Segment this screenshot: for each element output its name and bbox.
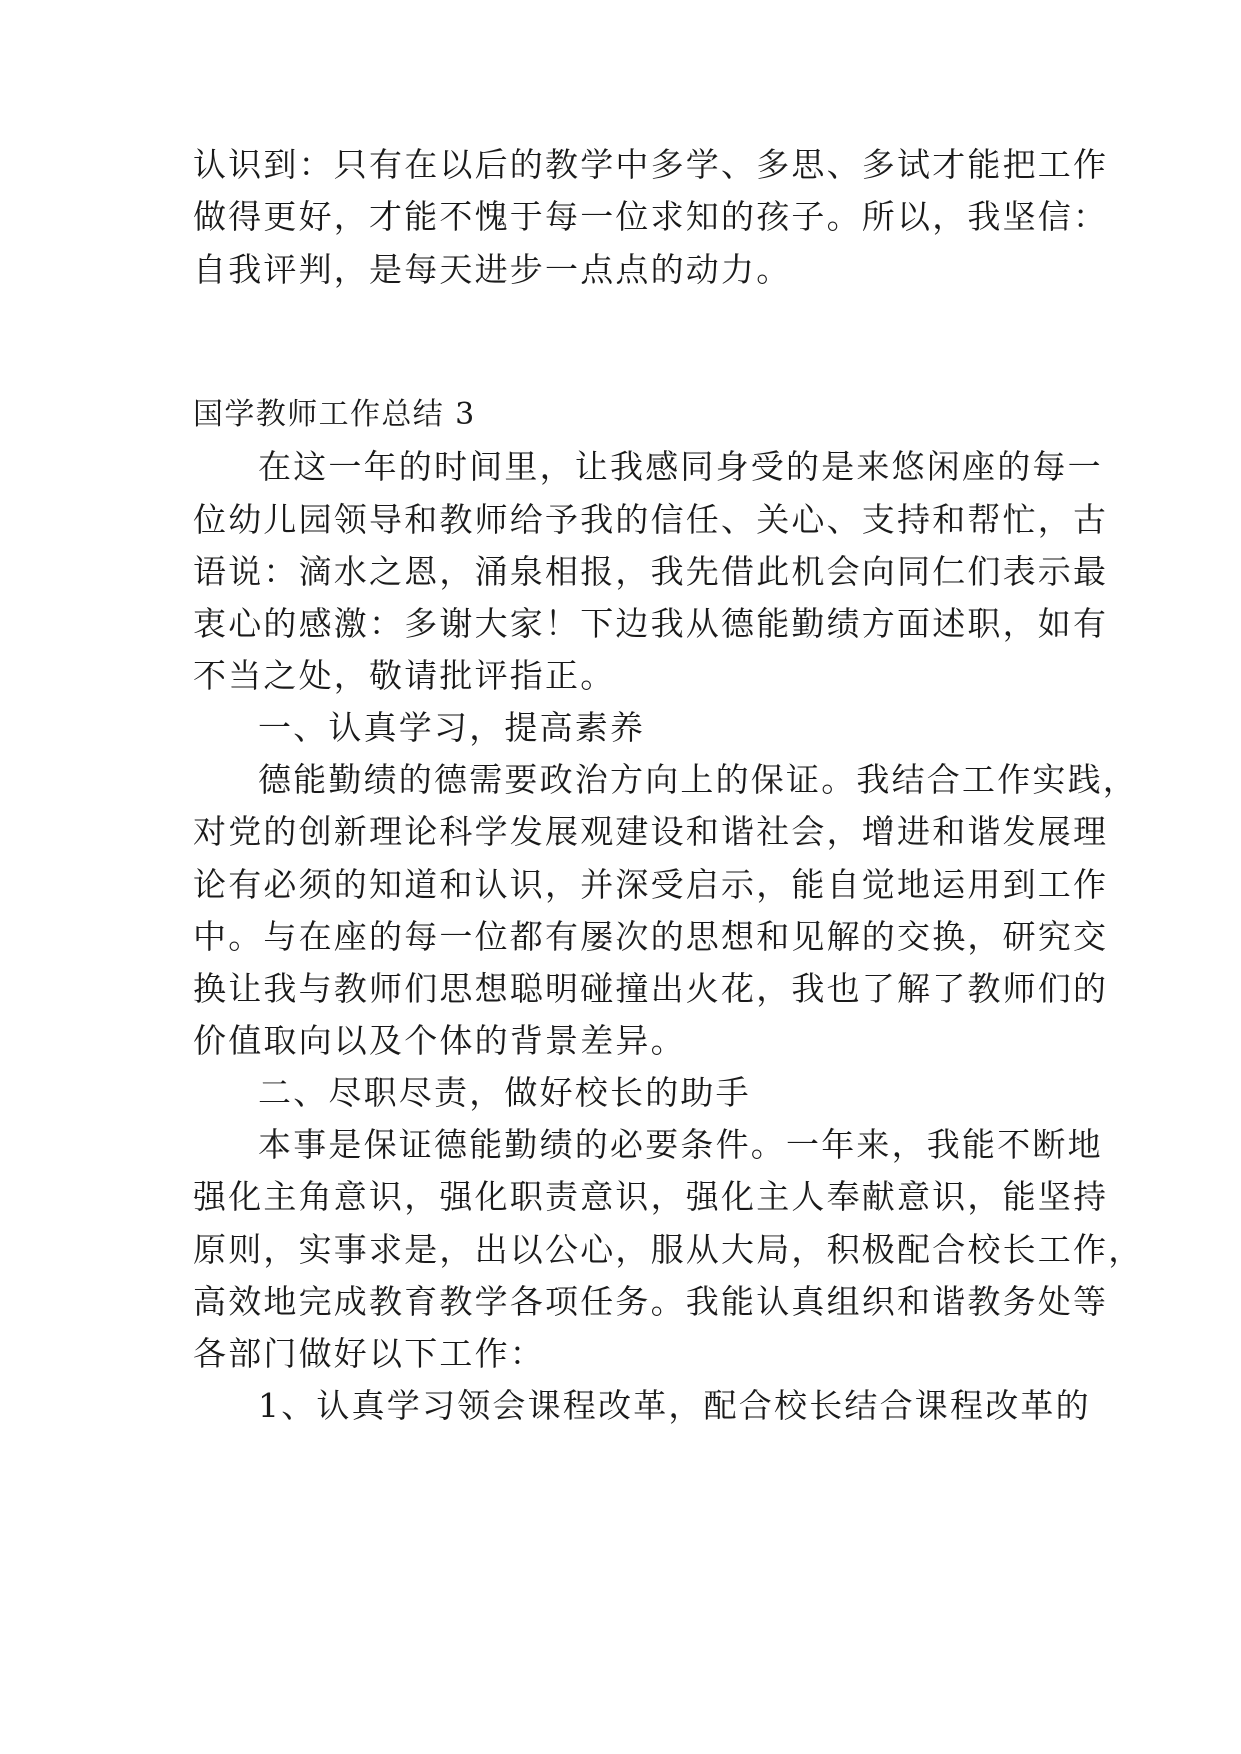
paragraph-line: 做得更好，才能不愧于每一位求知的孩子。所以，我坚信： [193,197,1109,236]
paragraph-line: 中。与在座的每一位都有屡次的思想和见解的交换，研究交 [193,917,1109,956]
paragraph-line: 自我评判，是每天进步一点点的动力。 [193,250,792,289]
paragraph-line: 德能勤绩的德需要政治方向上的保证。我结合工作实践， [258,760,1138,799]
paragraph-line: 强化主角意识，强化职责意识，强化主人奉献意识，能坚持 [193,1177,1109,1216]
paragraph-line: 对党的创新理论科学发展观建设和谐社会，增进和谐发展理 [193,812,1109,851]
paragraph-line: 论有必须的知道和认识，并深受启示，能自觉地运用到工作 [193,865,1109,904]
section-title: 国学教师工作总结 3 [193,397,476,432]
subheading: 二、尽职尽责，做好校长的助手 [258,1073,751,1112]
paragraph-line: 高效地完成教育教学各项任务。我能认真组织和谐教务处等 [193,1282,1109,1321]
paragraph-line: 语说：滴水之恩，涌泉相报，我先借此机会向同仁们表示最 [193,552,1109,591]
paragraph-line: 在这一年的时间里，让我感同身受的是来悠闲座的每一 [258,447,1103,486]
paragraph-line: 认识到：只有在以后的教学中多学、多思、多试才能把工作 [193,145,1109,184]
paragraph-line: 原则，实事求是，出以公心，服从大局，积极配合校长工作， [193,1230,1144,1269]
paragraph-line: 位幼儿园领导和教师给予我的信任、关心、支持和帮忙，古 [193,500,1109,539]
paragraph-line: 本事是保证德能勤绩的必要条件。一年来，我能不断地 [258,1125,1103,1164]
list-item: 1、认真学习领会课程改革，配合校长结合课程改革的 [258,1386,1091,1425]
subheading: 一、认真学习，提高素养 [258,708,646,747]
paragraph-line: 价值取向以及个体的背景差异。 [193,1021,686,1060]
paragraph-line: 衷心的感激：多谢大家！下边我从德能勤绩方面述职，如有 [193,604,1109,643]
paragraph-line: 不当之处，敬请批评指正。 [193,656,616,695]
paragraph-line: 换让我与教师们思想聪明碰撞出火花，我也了解了教师们的 [193,969,1109,1008]
paragraph-line: 各部门做好以下工作： [193,1334,545,1373]
